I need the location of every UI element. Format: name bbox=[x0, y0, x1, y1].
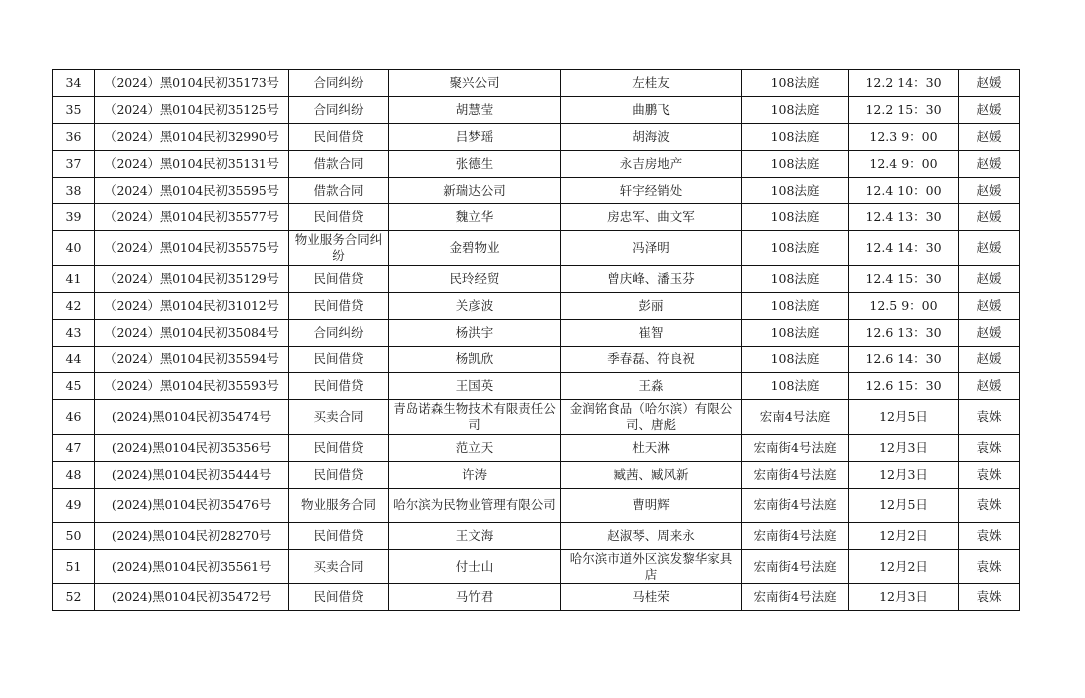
table-row bbox=[53, 346, 1020, 373]
case-number-cell: (2024)黑0104民初35444号 bbox=[95, 461, 289, 488]
row-number-cell: 46 bbox=[53, 400, 95, 435]
hearing-time-cell: 12月2日 bbox=[849, 523, 959, 550]
row-number-cell: 44 bbox=[53, 346, 95, 373]
hearing-time-cell: 12.2 14：30 bbox=[849, 70, 959, 97]
defendant-name-cell: 永吉房地产 bbox=[561, 150, 742, 177]
table-row bbox=[53, 488, 1020, 523]
table-row bbox=[53, 204, 1020, 231]
case-cause-cell: 物业服务合同 bbox=[289, 488, 389, 523]
judge-name-cell: 赵媛 bbox=[959, 150, 1020, 177]
courtroom-cell: 108法庭 bbox=[742, 123, 849, 150]
hearing-time-cell: 12月3日 bbox=[849, 461, 959, 488]
row-number-cell: 47 bbox=[53, 434, 95, 461]
plaintiff-name-cell: 胡慧莹 bbox=[389, 96, 561, 123]
plaintiff-name-cell: 金碧物业 bbox=[389, 231, 561, 266]
case-cause-cell: 民间借贷 bbox=[289, 523, 389, 550]
courtroom-cell: 108法庭 bbox=[742, 292, 849, 319]
case-cause-cell: 合同纠纷 bbox=[289, 96, 389, 123]
plaintiff-name-cell: 马竹君 bbox=[389, 584, 561, 611]
hearing-time-cell: 12.3 9：00 bbox=[849, 123, 959, 150]
judge-name-cell: 袁姝 bbox=[959, 434, 1020, 461]
table-row bbox=[53, 319, 1020, 346]
defendant-name-cell: 曹明辉 bbox=[561, 488, 742, 523]
table-row bbox=[53, 96, 1020, 123]
courtroom-cell: 108法庭 bbox=[742, 70, 849, 97]
table-row bbox=[53, 123, 1020, 150]
row-number-cell: 37 bbox=[53, 150, 95, 177]
courtroom-cell: 宏南街4号法庭 bbox=[742, 461, 849, 488]
case-number-cell: （2024）黑0104民初31012号 bbox=[95, 292, 289, 319]
table-row bbox=[53, 231, 1020, 266]
defendant-name-cell: 房忠军、曲文军 bbox=[561, 204, 742, 231]
hearing-time-cell: 12.4 15：30 bbox=[849, 265, 959, 292]
hearing-schedule-table bbox=[52, 69, 1020, 611]
case-number-cell: （2024）黑0104民初35129号 bbox=[95, 265, 289, 292]
courtroom-cell: 108法庭 bbox=[742, 319, 849, 346]
defendant-name-cell: 彭丽 bbox=[561, 292, 742, 319]
hearing-time-cell: 12.4 13：30 bbox=[849, 204, 959, 231]
hearing-time-cell: 12月5日 bbox=[849, 488, 959, 523]
hearing-time-cell: 12.4 10：00 bbox=[849, 177, 959, 204]
table-row bbox=[53, 292, 1020, 319]
case-cause-cell: 民间借贷 bbox=[289, 461, 389, 488]
plaintiff-name-cell: 付士山 bbox=[389, 549, 561, 584]
courtroom-cell: 108法庭 bbox=[742, 265, 849, 292]
judge-name-cell: 赵媛 bbox=[959, 292, 1020, 319]
defendant-name-cell: 季春磊、符良祝 bbox=[561, 346, 742, 373]
judge-name-cell: 赵媛 bbox=[959, 96, 1020, 123]
plaintiff-name-cell: 新瑞达公司 bbox=[389, 177, 561, 204]
courtroom-cell: 108法庭 bbox=[742, 346, 849, 373]
row-number-cell: 34 bbox=[53, 70, 95, 97]
case-cause-cell: 民间借贷 bbox=[289, 265, 389, 292]
courtroom-cell: 宏南街4号法庭 bbox=[742, 488, 849, 523]
case-number-cell: （2024）黑0104民初35125号 bbox=[95, 96, 289, 123]
table-row bbox=[53, 523, 1020, 550]
case-cause-cell: 物业服务合同纠纷 bbox=[289, 231, 389, 266]
case-number-cell: （2024）黑0104民初35084号 bbox=[95, 319, 289, 346]
hearing-time-cell: 12.5 9：00 bbox=[849, 292, 959, 319]
defendant-name-cell: 赵淑琴、周来永 bbox=[561, 523, 742, 550]
courtroom-cell: 宏南4号法庭 bbox=[742, 400, 849, 435]
row-number-cell: 49 bbox=[53, 488, 95, 523]
plaintiff-name-cell: 杨凯欣 bbox=[389, 346, 561, 373]
table-row bbox=[53, 70, 1020, 97]
judge-name-cell: 赵媛 bbox=[959, 373, 1020, 400]
table-row bbox=[53, 549, 1020, 584]
courtroom-cell: 108法庭 bbox=[742, 231, 849, 266]
judge-name-cell: 赵媛 bbox=[959, 265, 1020, 292]
case-number-cell: （2024）黑0104民初35577号 bbox=[95, 204, 289, 231]
row-number-cell: 43 bbox=[53, 319, 95, 346]
judge-name-cell: 袁姝 bbox=[959, 400, 1020, 435]
courtroom-cell: 108法庭 bbox=[742, 373, 849, 400]
courtroom-cell: 108法庭 bbox=[742, 96, 849, 123]
plaintiff-name-cell: 范立天 bbox=[389, 434, 561, 461]
table-row bbox=[53, 461, 1020, 488]
case-cause-cell: 民间借贷 bbox=[289, 292, 389, 319]
hearing-time-cell: 12月2日 bbox=[849, 549, 959, 584]
case-number-cell: (2024)黑0104民初35561号 bbox=[95, 549, 289, 584]
row-number-cell: 45 bbox=[53, 373, 95, 400]
case-cause-cell: 借款合同 bbox=[289, 150, 389, 177]
hearing-time-cell: 12.4 14：30 bbox=[849, 231, 959, 266]
case-cause-cell: 民间借贷 bbox=[289, 204, 389, 231]
case-number-cell: (2024)黑0104民初35474号 bbox=[95, 400, 289, 435]
judge-name-cell: 赵媛 bbox=[959, 177, 1020, 204]
plaintiff-name-cell: 王国英 bbox=[389, 373, 561, 400]
defendant-name-cell: 崔智 bbox=[561, 319, 742, 346]
courtroom-cell: 宏南街4号法庭 bbox=[742, 434, 849, 461]
defendant-name-cell: 王淼 bbox=[561, 373, 742, 400]
plaintiff-name-cell: 哈尔滨为民物业管理有限公司 bbox=[389, 488, 561, 523]
courtroom-cell: 宏南街4号法庭 bbox=[742, 584, 849, 611]
table-row bbox=[53, 373, 1020, 400]
judge-name-cell: 袁姝 bbox=[959, 523, 1020, 550]
hearing-time-cell: 12.4 9：00 bbox=[849, 150, 959, 177]
row-number-cell: 50 bbox=[53, 523, 95, 550]
courtroom-cell: 宏南街4号法庭 bbox=[742, 523, 849, 550]
courtroom-cell: 宏南街4号法庭 bbox=[742, 549, 849, 584]
hearing-time-cell: 12.2 15：30 bbox=[849, 96, 959, 123]
case-cause-cell: 民间借贷 bbox=[289, 373, 389, 400]
courtroom-cell: 108法庭 bbox=[742, 204, 849, 231]
case-cause-cell: 买卖合同 bbox=[289, 400, 389, 435]
courtroom-cell: 108法庭 bbox=[742, 177, 849, 204]
case-number-cell: (2024)黑0104民初35356号 bbox=[95, 434, 289, 461]
case-number-cell: (2024)黑0104民初35476号 bbox=[95, 488, 289, 523]
defendant-name-cell: 金润铭食品（哈尔滨）有限公司、唐彪 bbox=[561, 400, 742, 435]
case-cause-cell: 民间借贷 bbox=[289, 584, 389, 611]
table-row bbox=[53, 434, 1020, 461]
judge-name-cell: 赵媛 bbox=[959, 70, 1020, 97]
case-cause-cell: 合同纠纷 bbox=[289, 319, 389, 346]
defendant-name-cell: 冯泽明 bbox=[561, 231, 742, 266]
case-cause-cell: 民间借贷 bbox=[289, 123, 389, 150]
case-cause-cell: 民间借贷 bbox=[289, 346, 389, 373]
table-row bbox=[53, 400, 1020, 435]
row-number-cell: 35 bbox=[53, 96, 95, 123]
plaintiff-name-cell: 杨洪宇 bbox=[389, 319, 561, 346]
defendant-name-cell: 曲鹏飞 bbox=[561, 96, 742, 123]
judge-name-cell: 赵媛 bbox=[959, 204, 1020, 231]
hearing-time-cell: 12月3日 bbox=[849, 584, 959, 611]
row-number-cell: 52 bbox=[53, 584, 95, 611]
table-row bbox=[53, 265, 1020, 292]
judge-name-cell: 赵媛 bbox=[959, 346, 1020, 373]
case-cause-cell: 买卖合同 bbox=[289, 549, 389, 584]
case-number-cell: （2024）黑0104民初35595号 bbox=[95, 177, 289, 204]
plaintiff-name-cell: 青岛诺森生物技术有限责任公司 bbox=[389, 400, 561, 435]
row-number-cell: 38 bbox=[53, 177, 95, 204]
hearing-time-cell: 12月3日 bbox=[849, 434, 959, 461]
plaintiff-name-cell: 聚兴公司 bbox=[389, 70, 561, 97]
plaintiff-name-cell: 王文海 bbox=[389, 523, 561, 550]
hearing-time-cell: 12.6 14：30 bbox=[849, 346, 959, 373]
judge-name-cell: 袁姝 bbox=[959, 461, 1020, 488]
case-number-cell: (2024)黑0104民初35472号 bbox=[95, 584, 289, 611]
plaintiff-name-cell: 吕梦瑶 bbox=[389, 123, 561, 150]
defendant-name-cell: 胡海波 bbox=[561, 123, 742, 150]
row-number-cell: 39 bbox=[53, 204, 95, 231]
hearing-time-cell: 12月5日 bbox=[849, 400, 959, 435]
judge-name-cell: 赵媛 bbox=[959, 123, 1020, 150]
case-cause-cell: 民间借贷 bbox=[289, 434, 389, 461]
row-number-cell: 48 bbox=[53, 461, 95, 488]
plaintiff-name-cell: 张德生 bbox=[389, 150, 561, 177]
table-row bbox=[53, 584, 1020, 611]
case-number-cell: （2024）黑0104民初35131号 bbox=[95, 150, 289, 177]
case-number-cell: (2024)黑0104民初28270号 bbox=[95, 523, 289, 550]
row-number-cell: 41 bbox=[53, 265, 95, 292]
courtroom-cell: 108法庭 bbox=[742, 150, 849, 177]
defendant-name-cell: 轩宇经销处 bbox=[561, 177, 742, 204]
case-number-cell: （2024）黑0104民初35593号 bbox=[95, 373, 289, 400]
case-number-cell: （2024）黑0104民初32990号 bbox=[95, 123, 289, 150]
defendant-name-cell: 曾庆峰、潘玉芬 bbox=[561, 265, 742, 292]
case-cause-cell: 合同纠纷 bbox=[289, 70, 389, 97]
judge-name-cell: 赵媛 bbox=[959, 319, 1020, 346]
row-number-cell: 51 bbox=[53, 549, 95, 584]
defendant-name-cell: 左桂友 bbox=[561, 70, 742, 97]
case-number-cell: （2024）黑0104民初35594号 bbox=[95, 346, 289, 373]
case-number-cell: （2024）黑0104民初35173号 bbox=[95, 70, 289, 97]
judge-name-cell: 袁姝 bbox=[959, 584, 1020, 611]
table-row bbox=[53, 150, 1020, 177]
plaintiff-name-cell: 许涛 bbox=[389, 461, 561, 488]
table-row bbox=[53, 177, 1020, 204]
hearing-time-cell: 12.6 15：30 bbox=[849, 373, 959, 400]
defendant-name-cell: 哈尔滨市道外区滨发黎华家具店 bbox=[561, 549, 742, 584]
plaintiff-name-cell: 关彦波 bbox=[389, 292, 561, 319]
judge-name-cell: 赵媛 bbox=[959, 231, 1020, 266]
case-cause-cell: 借款合同 bbox=[289, 177, 389, 204]
plaintiff-name-cell: 民玲经贸 bbox=[389, 265, 561, 292]
defendant-name-cell: 臧茜、臧风新 bbox=[561, 461, 742, 488]
judge-name-cell: 袁姝 bbox=[959, 549, 1020, 584]
hearing-time-cell: 12.6 13：30 bbox=[849, 319, 959, 346]
row-number-cell: 42 bbox=[53, 292, 95, 319]
table-body bbox=[53, 70, 1020, 611]
defendant-name-cell: 杜天淋 bbox=[561, 434, 742, 461]
row-number-cell: 40 bbox=[53, 231, 95, 266]
row-number-cell: 36 bbox=[53, 123, 95, 150]
plaintiff-name-cell: 魏立华 bbox=[389, 204, 561, 231]
case-number-cell: （2024）黑0104民初35575号 bbox=[95, 231, 289, 266]
defendant-name-cell: 马桂荣 bbox=[561, 584, 742, 611]
judge-name-cell: 袁姝 bbox=[959, 488, 1020, 523]
